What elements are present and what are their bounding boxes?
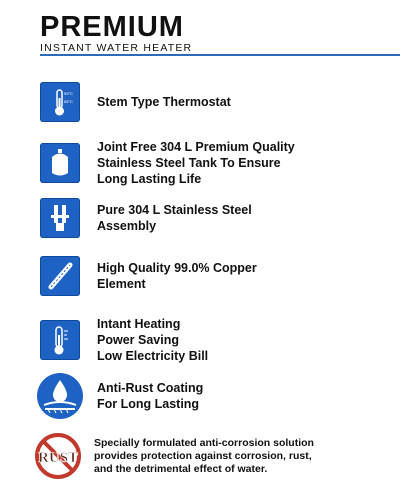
feature-text: Pure 304 L Stainless Steel Assembly xyxy=(97,203,252,233)
thermostat-label-low: 65°C xyxy=(64,99,73,104)
header-divider xyxy=(40,54,400,56)
feature-copper-element xyxy=(40,256,410,296)
feature-steel-assembly xyxy=(40,198,410,238)
feature-instant-heating xyxy=(40,316,410,364)
rust-badge-text: RUST xyxy=(37,450,79,466)
heating-meter-icon xyxy=(40,320,80,360)
feature-thermostat xyxy=(40,82,410,122)
thermostat-icon xyxy=(40,82,80,122)
feature-anti-rust xyxy=(40,372,410,420)
feature-text: Specially formulated anti-corrosion solution provides protection against corrosion, rust, and the detrimental effect of water. xyxy=(94,436,314,475)
steel-assembly-icon xyxy=(40,198,80,238)
header xyxy=(40,12,400,54)
tank-icon xyxy=(40,143,80,183)
feature-anti-corrosion xyxy=(37,432,410,480)
anti-rust-icon xyxy=(36,372,84,420)
no-rust-icon xyxy=(32,432,84,480)
feature-text: Joint Free 304 L Premium Quality Stainless Steel Tank To Ensure Long Lasting Life xyxy=(97,140,295,186)
feature-text: High Quality 99.0% Copper Element xyxy=(97,261,257,291)
copper-element-icon xyxy=(40,256,80,296)
page-subtitle: INSTANT WATER HEATER xyxy=(40,42,193,54)
feature-tank xyxy=(40,139,410,187)
page-title: PREMIUM xyxy=(40,11,184,43)
feature-text: Intant Heating Power Saving Low Electricity Bill xyxy=(97,317,209,363)
feature-text: Anti-Rust Coating For Long Lasting xyxy=(97,381,204,411)
thermostat-label-high: 95°C xyxy=(64,91,73,96)
feature-text: Stem Type Thermostat xyxy=(97,95,231,109)
